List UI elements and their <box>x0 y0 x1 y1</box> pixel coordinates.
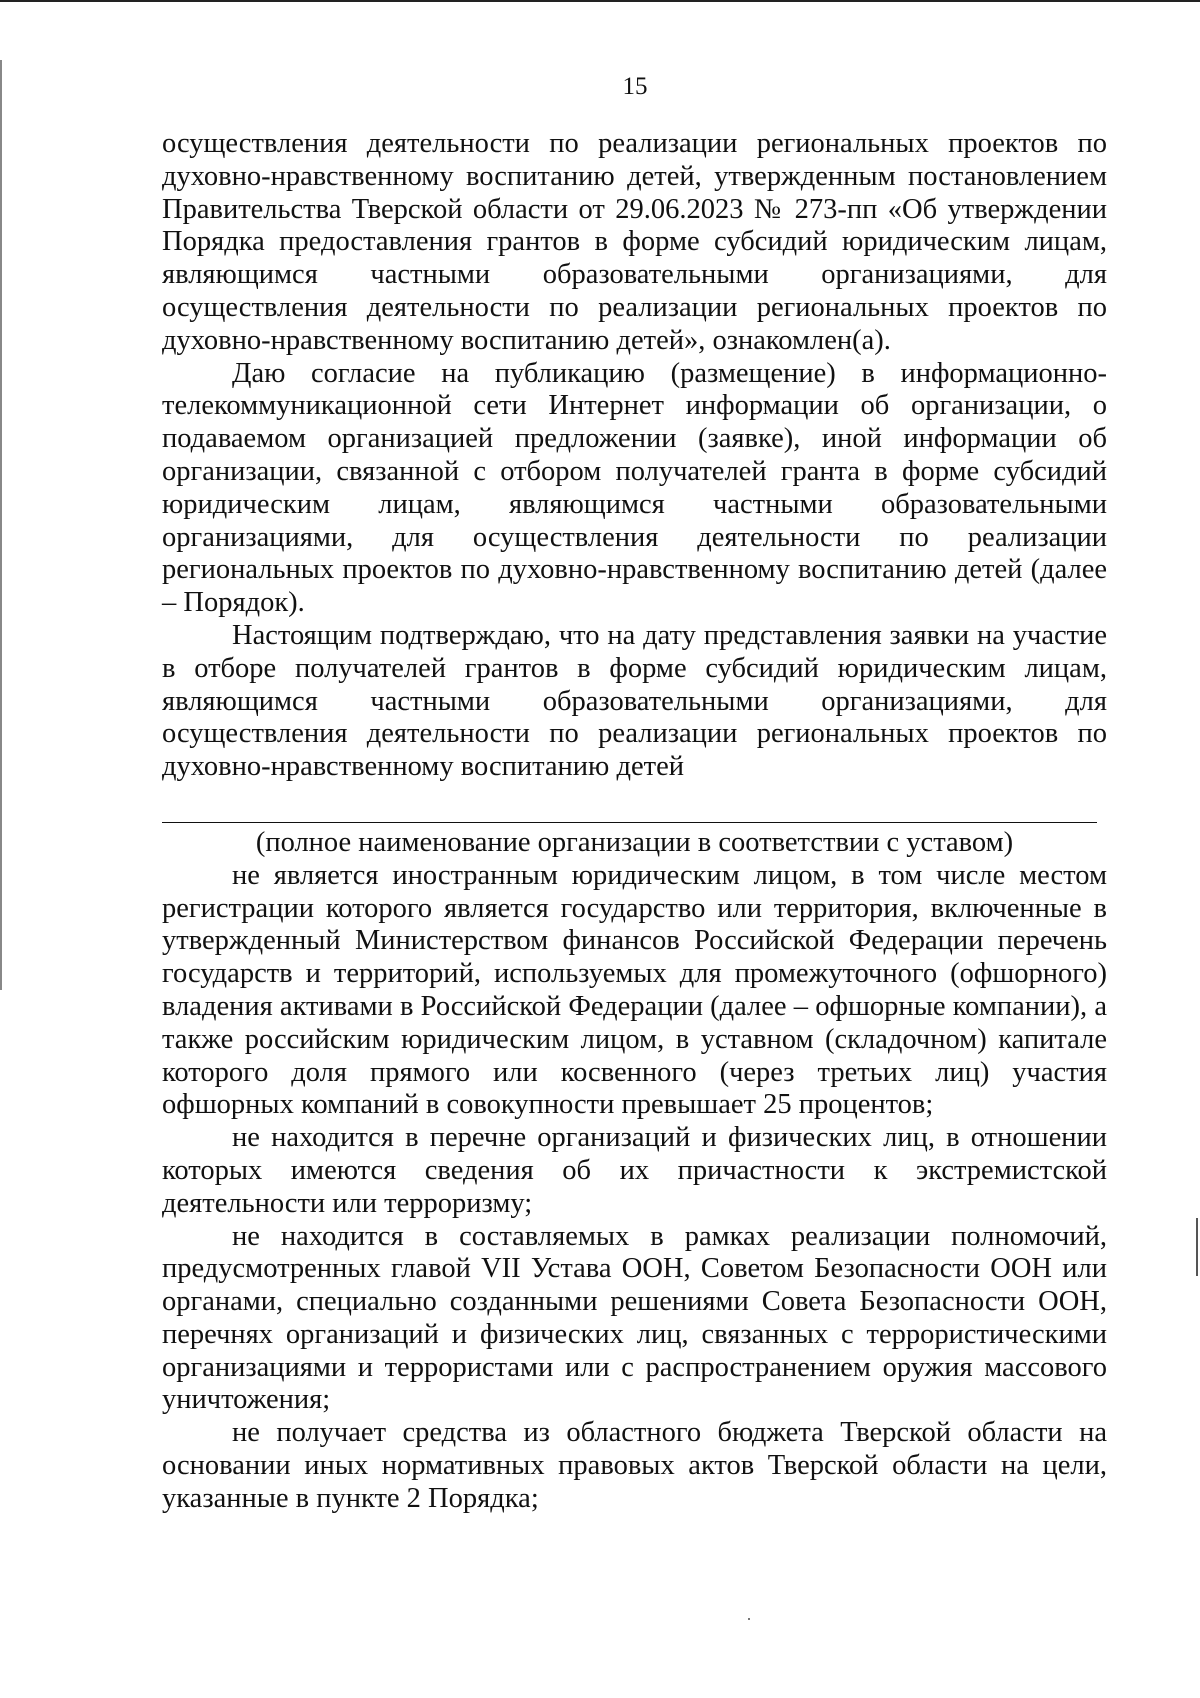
scan-top-edge <box>0 0 1200 2</box>
condition-offshore: не является иностранным юридическим лицом, в том числе местом регистрации которого является государство или территория, включенные в утвержденный Министерством финансов Российской Федерации перечень государств и территорий, используемых для промежуточного (офшорного) владения активами в Российской Федерации (далее – офшорные компании), а также российским юридическим лицом, в уставном (складочном) капитале которого доля прямого или косвенного (через третьих лиц) участия офшорных компаний в совокупности превышает 25 процентов; <box>162 859 1107 1121</box>
condition-budget-funds: не получает средства из областного бюджета Тверской области на основании иных нормативных правовых актов Тверской области на цели, указанные в пункте 2 Порядка; <box>162 1417 1107 1514</box>
scan-right-mark <box>1196 1218 1198 1276</box>
paragraph-confirmation: Настоящим подтверждаю, что на дату представления заявки на участие в отборе получателей грантов в форме субсидий юридическим лицам, являющимся частными образовательными организациями, для осуществления деятельности по реализации региональных проектов по духовно-нравственному воспитанию детей <box>162 619 1107 783</box>
page-number: 15 <box>622 73 648 100</box>
condition-extremism: не находится в перечне организаций и физических лиц, в отношении которых имеются сведения об их причастности к экстремистской деятельности или терроризму; <box>162 1122 1107 1219</box>
organization-name-caption: (полное наименование организации в соответствии с уставом) <box>255 826 1014 858</box>
scan-dot <box>748 1618 750 1620</box>
scan-left-edge <box>0 60 2 990</box>
document-body <box>162 128 1107 1516</box>
paragraph-consent: Даю согласие на публикацию (размещение) в информационно-телекоммуникационной сети Интернет информации об организации, о подаваемом организацией предложении (заявке), иной информации об организации, связанной с отбором получателей гранта в форме субсидий юридическим лицам, являющимся частными образовательными организациями, для осуществления деятельности по реализации региональных проектов по духовно-нравственному воспитанию детей (далее – Порядок). <box>162 357 1107 619</box>
organization-name-line <box>162 822 1097 823</box>
paragraph-continuation: осуществления деятельности по реализации региональных проектов по духовно-нравственному воспитанию детей, утвержденным постановлением Правительства Тверской области от 29.06.2023 № 273-пп «Об утверждении Порядка предоставления грантов в форме субсидий юридическим лицам, являющимся частными образовательными организациями, для осуществления деятельности по реализации региональных проектов по духовно-нравственному воспитанию детей», ознакомлен(а). <box>162 128 1107 356</box>
condition-un-sanctions: не находится в составляемых в рамках реализации полномочий, предусмотренных главой VII Устава ООН, Советом Безопасности ООН или органами, специально созданными решениями Совета Безопасности ООН, перечнях организаций и физических лиц, связанных с террористическими организациями и террористами или с распространением оружия массового уничтожения; <box>162 1220 1107 1416</box>
